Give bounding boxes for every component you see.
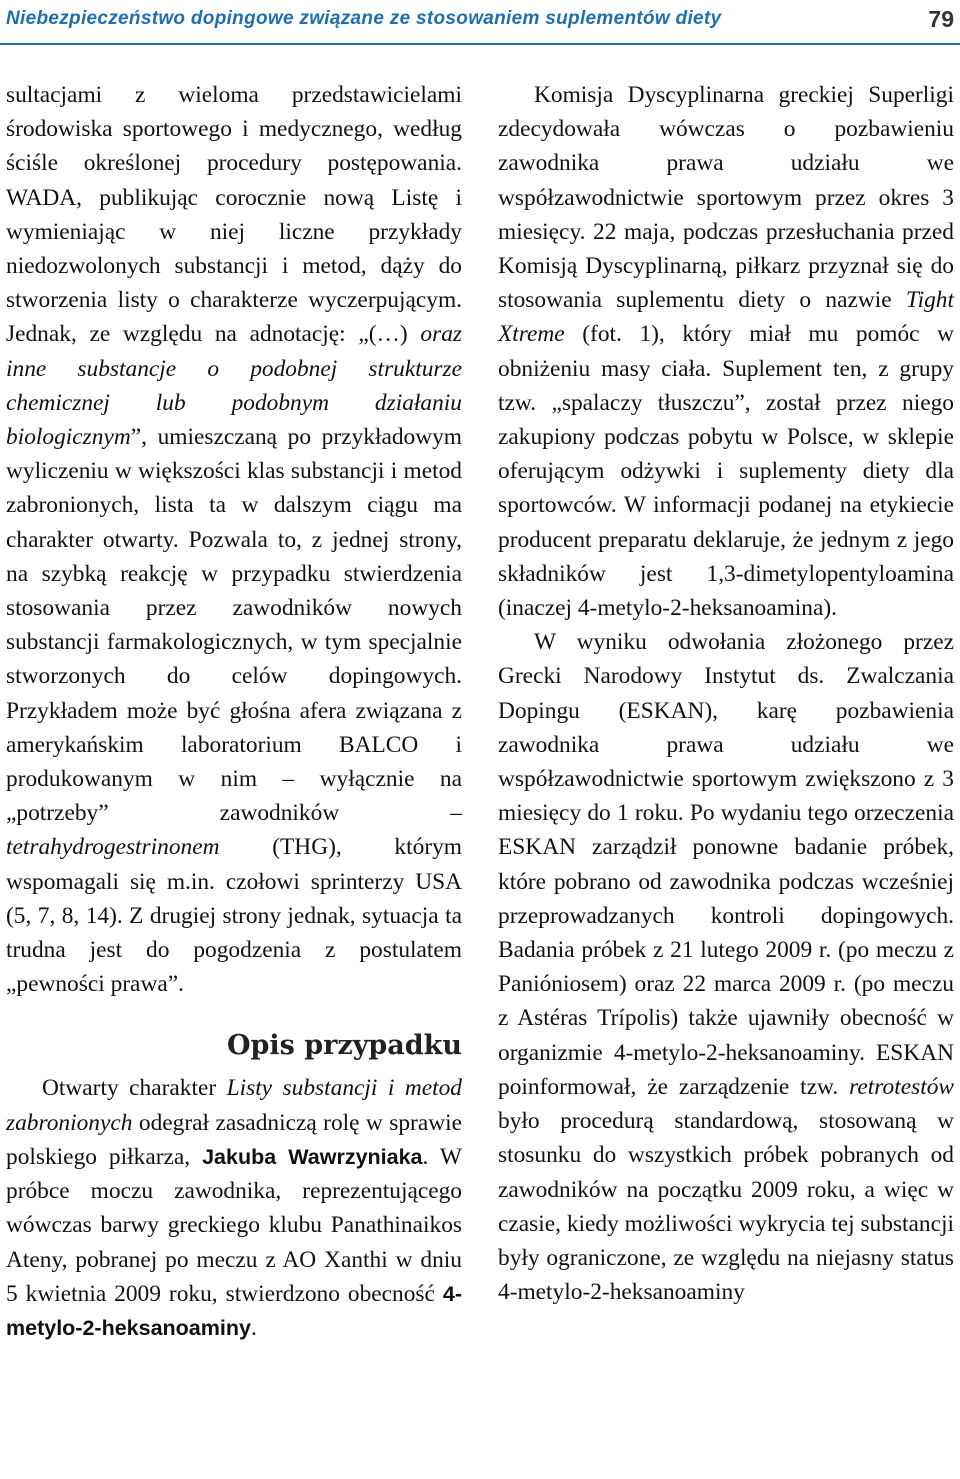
text-run: sultacjami z wieloma przedstawicielami środowiska sportowego i medycznego, według ściśle określonej procedury postępowania. WADA, publikując corocznie nową Listę i wymieniając w niej liczne przykłady niedozwolonych substancji i metod, dąży do stworzenia listy o charakterze wyczerpującym. Jednak, ze względu na adnotację: „(…) xyxy=(6,82,462,348)
text-run: . xyxy=(250,1314,257,1341)
italic-term: Listy substancji i metod zabronionych xyxy=(6,1075,462,1136)
section-heading: Opis przypadku xyxy=(227,1030,462,1062)
italic-term: retrotestów xyxy=(849,1073,954,1100)
text-run: . W próbce moczu zawodnika, reprezentującego wówczas barwy greckiego klubu Panathinaikos Ateny, pobranej po meczu z AO Xanthi w dniu 5 kwietnia 2009 roku, stwierdzono obecność xyxy=(6,1143,463,1307)
body-paragraph xyxy=(498,625,954,1309)
header-rule xyxy=(0,43,960,45)
text-run: było procedurą standardową, stosowaną w stosunku do wszystkich próbek pobranych od zawodników na początku 2009 roku, a więc w czasie, kiedy możliwości wykrycia tej substancji były ograniczone, ze względu na niejasny status 4-metylo-2-heksanoaminy xyxy=(498,1108,954,1306)
bold-name: Jakuba Wawrzyniaka xyxy=(202,1144,423,1169)
text-run: Otwarty charakter xyxy=(42,1075,227,1102)
text-run: odegrał zasadniczą rolę w sprawie polskiego piłkarza, xyxy=(6,1109,462,1170)
body-paragraph xyxy=(6,1071,462,1345)
body-paragraph xyxy=(498,78,954,625)
italic-quote: oraz inne substancje o podobnej strukturze chemicznej lub podobnym działaniu biologicznym xyxy=(6,321,462,451)
running-title: Niebezpieczeństwo dopingowe związane ze stosowaniem suplementów diety xyxy=(6,8,722,29)
page-number: 79 xyxy=(928,6,954,32)
left-column xyxy=(6,78,462,1345)
page-header xyxy=(0,0,960,44)
text-run: ”, umieszczaną po przykładowym wyliczeniu w większości klas substancji i metod zabronionych, lista ta w dalszym ciągu ma charakter otwarty. Pozwala to, z jednej strony, na szybką reakcję w przypadku stwierdzenia stosowania przez zawodników nowych substancji farmakologicznych, w tym specjalnie stworzonych do celów dopingowych. Przykładem może być głośna afera związana z amerykańskim laboratorium BALCO i produkowanym w nim – wyłącznie na „potrzeby” zawodników – xyxy=(6,424,462,827)
italic-term: tetrahydrogestrinonem xyxy=(6,834,220,861)
bold-substance: 4-metylo-2-heksanoaminy xyxy=(6,1281,462,1340)
text-run: (fot. 1), który miał mu pomóc w obniżeniu masy ciała. Suplement ten, z grupy tzw. „spalaczy tłuszczu”, został przez niego zakupiony podczas pobytu w Polsce, w sklepie oferującym odżywki i suplementy diety dla sportowców. W informacji podanej na etykiecie producent preparatu deklaruje, że jednym z jego składników jest 1,3-dimetylopentyloamina (inaczej 4-metylo-2-heksanoamina). xyxy=(498,321,954,622)
text-run: W wyniku odwołania złożonego przez Grecki Narodowy Instytut ds. Zwalczania Dopingu (ESKAN), karę pozbawienia zawodnika prawa udziału we współzawodnictwie sportowym zwiększono z 3 miesięcy do 1 roku. Po wydaniu tego orzeczenia ESKAN zarządził ponowne badanie próbek, które pobrano od zawodnika podczas wcześniej przeprowadzanych kontroli dopingowych. Badania próbek z 21 lutego 2009 r. (po meczu z Panióniosem) oraz 22 marca 2009 r. (po meczu z Astéras Trípolis) także ujawniły obecność w organizmie 4-metylo-2-heksanoaminy. ESKAN poinformował, że zarządzenie tzw. xyxy=(498,629,954,1100)
right-column xyxy=(498,78,954,1309)
body-paragraph xyxy=(6,78,462,1001)
italic-product: Tight Xtreme xyxy=(498,287,954,348)
text-run: Komisja Dyscyplinarna greckiej Superligi zdecydowała wówczas o pozbawieniu zawodnika prawa udziału we współzawodnictwie sportowym przez okres 3 miesięcy. 22 maja, podczas przesłuchania przed Komisją Dyscyplinarną, piłkarz przyznał się do stosowania suplementu diety o nazwie xyxy=(498,82,954,314)
text-run: (THG), którym wspomagali się m.in. czołowi sprinterzy USA (5, 7, 8, 14). Z drugiej strony jednak, sytuacja ta trudna jest do pogodzenia z postulatem „pewności prawa”. xyxy=(6,834,462,998)
